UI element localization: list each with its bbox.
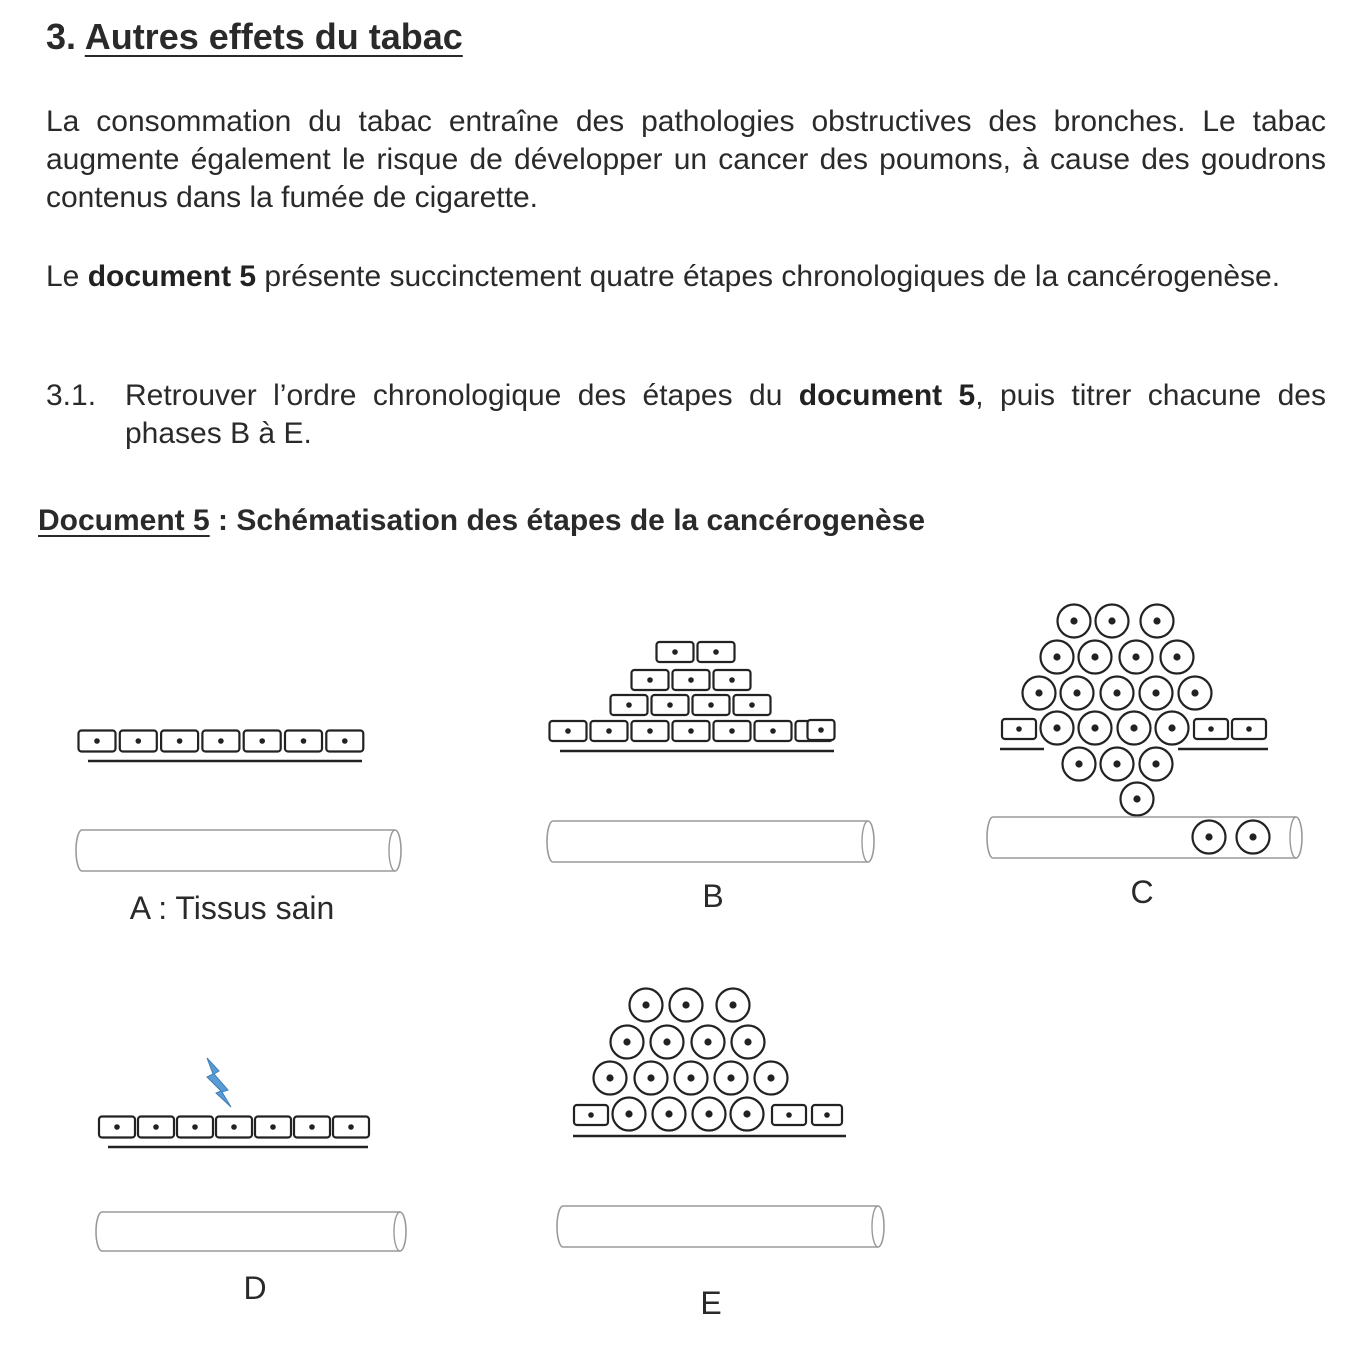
intro-paragraph: La consommation du tabac entraîne des pathologies obstructives des bronches. Le tabac augmente également le risque de développer un cancer des poumons, à cause des goudrons contenus dans la fumée de cigarette. (46, 105, 1326, 214)
cell-nucleus (688, 728, 694, 734)
cell-nucleus (348, 1124, 354, 1130)
para2-after: présente succinctement quatre étapes chronologiques de la cancérogenèse. (256, 260, 1281, 293)
cell-nucleus (1035, 689, 1042, 696)
cell-nucleus (1133, 795, 1140, 802)
document-label: Document 5 (38, 504, 210, 537)
panel-a-label: A : Tissus sain (129, 890, 335, 926)
cell-nucleus (663, 1038, 670, 1045)
cell-nucleus (588, 1112, 594, 1118)
panel-d-label: D (243, 1270, 267, 1306)
panel-c-label: C (1130, 874, 1154, 910)
cell-nucleus (1208, 726, 1214, 732)
para2-doc-ref: document 5 (87, 260, 257, 293)
panel-d (96, 1058, 406, 1251)
document-separator: : (209, 504, 237, 537)
blood-vessel (547, 821, 874, 862)
cell-nucleus (667, 702, 673, 708)
cell-nucleus (1070, 617, 1077, 624)
panel-e (557, 989, 884, 1248)
cell-nucleus (665, 1110, 672, 1117)
cell-nucleus (647, 677, 653, 683)
cell-nucleus (818, 727, 824, 733)
cell-nucleus (727, 1074, 734, 1081)
cell-nucleus (642, 1001, 649, 1008)
cell-nucleus (704, 1038, 711, 1045)
cell-nucleus (565, 728, 571, 734)
cell-nucleus (682, 1001, 689, 1008)
cell-nucleus (153, 1124, 159, 1130)
question-number: 3.1. (46, 379, 97, 412)
cell-nucleus (301, 738, 307, 744)
cell-nucleus (259, 738, 265, 744)
cell-nucleus (708, 702, 714, 708)
cell-nucleus (1091, 653, 1098, 660)
cell-nucleus (672, 649, 678, 655)
cell-nucleus (705, 1110, 712, 1117)
cell-nucleus (136, 738, 142, 744)
cell-nucleus (1108, 617, 1115, 624)
section-number: 3. (46, 16, 77, 57)
cell-nucleus (1205, 833, 1212, 840)
cell-nucleus (1152, 760, 1159, 767)
cell-nucleus (1191, 689, 1198, 696)
document-caption: Schématisation des étapes de la cancérogenèse (236, 504, 926, 537)
section-title: Autres effets du tabac (84, 16, 463, 57)
cell-nucleus (713, 649, 719, 655)
cell-nucleus (749, 702, 755, 708)
cell-nucleus (1113, 689, 1120, 696)
cell-nucleus (647, 728, 653, 734)
cell-nucleus (743, 1110, 750, 1117)
cell-nucleus (606, 1074, 613, 1081)
blood-vessel (96, 1212, 406, 1251)
cell-nucleus (767, 1074, 774, 1081)
panel-b-label: B (702, 878, 724, 914)
cell-nucleus (1249, 833, 1256, 840)
cell-nucleus (1132, 653, 1139, 660)
panel-c (987, 605, 1302, 859)
cell-nucleus (626, 702, 632, 708)
cell-nucleus (1173, 653, 1180, 660)
cell-nucleus (231, 1124, 237, 1130)
cell-nucleus (1016, 726, 1022, 732)
question-doc-ref: document 5 (798, 379, 976, 412)
lightning-icon (207, 1058, 231, 1107)
cell-nucleus (218, 738, 224, 744)
panel-e-label: E (700, 1285, 722, 1321)
cell-nucleus (1113, 760, 1120, 767)
cell-nucleus (94, 738, 100, 744)
cell-nucleus (1246, 726, 1252, 732)
cell-nucleus (1053, 724, 1060, 731)
question-before: Retrouver l’ordre chronologique des étapes du (125, 379, 799, 412)
cell-nucleus (824, 1112, 830, 1118)
cell-nucleus (177, 738, 183, 744)
cell-nucleus (786, 1112, 792, 1118)
cell-nucleus (1168, 724, 1175, 731)
blood-vessel (557, 1206, 884, 1247)
blood-vessel (76, 830, 401, 871)
cell-nucleus (729, 677, 735, 683)
cell-nucleus (770, 728, 776, 734)
cell-nucleus (1153, 617, 1160, 624)
cell-nucleus (687, 1074, 694, 1081)
cell-nucleus (729, 728, 735, 734)
cell-nucleus (688, 677, 694, 683)
cell-nucleus (270, 1124, 276, 1130)
cell-nucleus (744, 1038, 751, 1045)
cell-nucleus (606, 728, 612, 734)
cell-nucleus (1091, 724, 1098, 731)
question-after: , puis titrer chacune des phases B à E. (125, 379, 1326, 450)
para2-before: Le (46, 260, 88, 293)
cell-nucleus (342, 738, 348, 744)
cell-nucleus (625, 1110, 632, 1117)
cell-nucleus (114, 1124, 120, 1130)
cell-nucleus (1053, 653, 1060, 660)
cell-nucleus (1075, 760, 1082, 767)
cell-nucleus (1130, 724, 1137, 731)
cell-nucleus (623, 1038, 630, 1045)
panel-b (547, 642, 874, 862)
cell-nucleus (729, 1001, 736, 1008)
cell-nucleus (309, 1124, 315, 1130)
cell-nucleus (647, 1074, 654, 1081)
panel-a (76, 731, 401, 872)
cell-nucleus (1073, 689, 1080, 696)
cell-nucleus (192, 1124, 198, 1130)
cell-nucleus (1152, 689, 1159, 696)
